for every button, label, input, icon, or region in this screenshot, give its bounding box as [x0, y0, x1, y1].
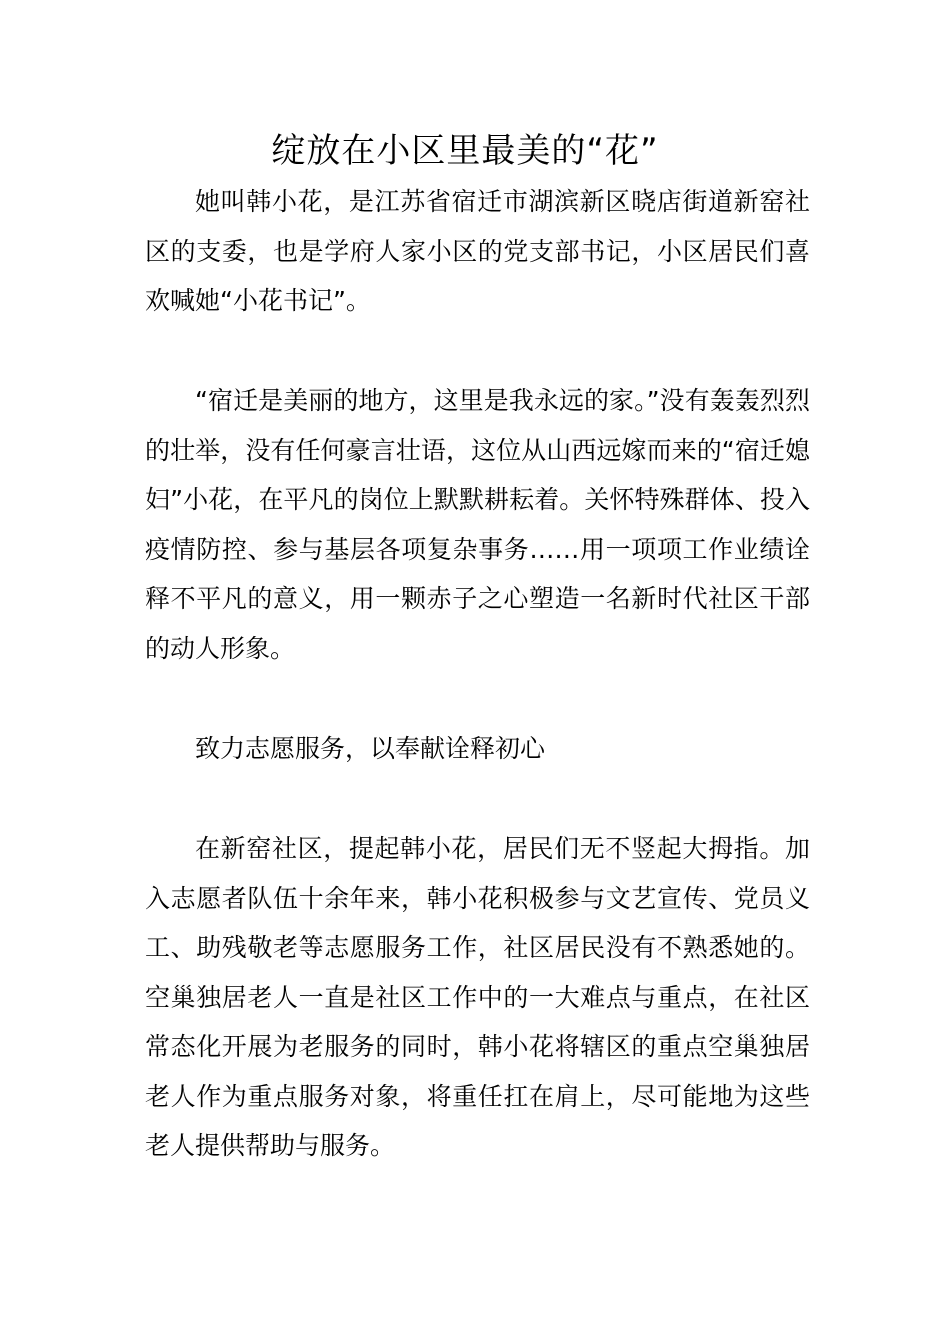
- section-heading: 致力志愿服务，以奉献诠释初心: [195, 734, 546, 763]
- paragraph-volunteer: 在新窑社区，提起韩小花，居民们无不竖起大拇指。加入志愿者队伍十余年来，韩小花积极参与文艺宣传、党员义工、助残敬老等志愿服务工作，社区居民没有不熟悉她的。空巢独居老人一直是社区工作中的一大难点与重点，在社区常态化开展为老服务的同时，韩小花将辖区的重点空巢独居老人作为重点服务对象，将重任扛在肩上，尽可能地为这些老人提供帮助与服务。: [145, 834, 810, 1160]
- paragraph-intro: 她叫韩小花，是江苏省宿迁市湖滨新区晓店街道新窑社区的支委，也是学府人家小区的党支部书记，小区居民们喜欢喊她“小花书记”。: [145, 187, 810, 315]
- document-title: 绽放在小区里最美的“花”: [271, 131, 659, 171]
- paragraph-quote: “宿迁是美丽的地方，这里是我永远的家。”没有轰轰烈烈的壮举，没有任何豪言壮语，这位从山西远嫁而来的“宿迁媳妇”小花，在平凡的岗位上默默耕耘着。关怀特殊群体、投入疫情防控、参与基层各项复杂事务……用一项项工作业绩诠释不平凡的意义，用一颗赤子之心塑造一名新时代社区干部的动人形象。: [145, 386, 810, 663]
